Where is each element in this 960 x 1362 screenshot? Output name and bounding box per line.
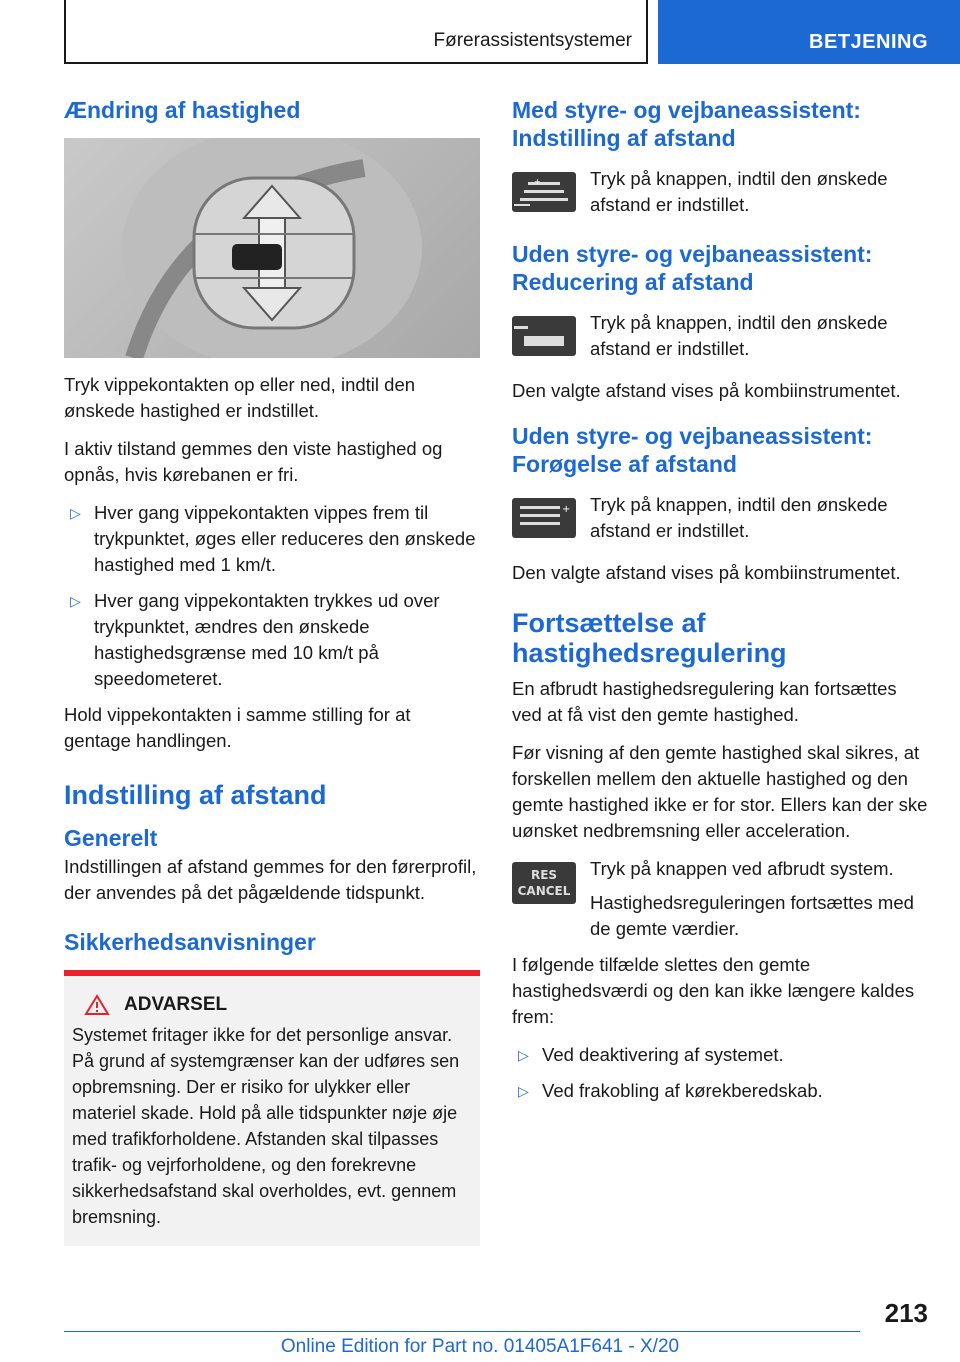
header-section bbox=[64, 0, 648, 64]
header-section-title: Førerassistentsystemer bbox=[433, 30, 632, 51]
instruction-text: Tryk på knappen ved afbrudt system. bbox=[590, 858, 894, 879]
warning-title bbox=[72, 994, 472, 1016]
heading-reduce: Uden styre- og vejbaneassistent: Reducering af afstand bbox=[512, 241, 873, 295]
header-chapter bbox=[658, 0, 960, 64]
bullet-triangle-icon: ▷ bbox=[70, 593, 81, 609]
cancel-label: CANCEL bbox=[517, 884, 571, 898]
res-cancel-button-icon bbox=[512, 862, 576, 904]
list-item-text: Hver gang vippekontakten trykkes ud over trykpunktet, ændres den ønskede hastighedsgrænse med 10 km/t på speedometeret. bbox=[94, 590, 440, 689]
distance-button-icon bbox=[512, 498, 576, 538]
left-paragraph-1: Tryk vippekontakten op eller ned, indtil den ønskede hastighed er indstillet. bbox=[64, 374, 416, 421]
heading-change-speed: Ændring af hastighed bbox=[64, 97, 301, 123]
distance-button-icon bbox=[512, 172, 576, 212]
list-item bbox=[512, 1042, 928, 1068]
left-paragraph-3: Hold vippekontakten i samme stilling for at gentage handlingen. bbox=[64, 704, 411, 751]
instruction-text: Hastighedsreguleringen fortsættes med de gemte værdier. bbox=[590, 892, 914, 939]
warning-text: Systemet fritager ikke for det personlige ansvar. På grund af systemgrænser kan der udføres sen opbremsning. Der er risiko for ulykker eller materiel skade. Hold på alle tidspunkter nøje øje med trafikforholdene. Afstanden skal tilpasses trafik- og vejrforholdene, og den forekrevne sikkerhedsafstand skal overholdes, evt. gennem bremsning. bbox=[72, 1025, 460, 1227]
heading-distance-setting: Indstilling af afstand bbox=[64, 780, 327, 810]
page-number: 213 bbox=[884, 1298, 928, 1328]
right-column bbox=[512, 96, 928, 1114]
left-paragraph-4: Indstillingen af afstand gemmes for den førerprofil, der anvendes på det pågældende tidspunkt. bbox=[64, 856, 477, 903]
left-paragraph-2: I aktiv tilstand gemmes den viste hastighed og opnås, hvis kørebanen er fri. bbox=[64, 438, 443, 485]
paragraph-distance-shown: Den valgte afstand vises på kombiinstrumentet. bbox=[512, 562, 901, 583]
list-item bbox=[512, 1078, 928, 1104]
list-item bbox=[64, 588, 480, 692]
steering-wheel-rocker-image bbox=[64, 138, 480, 358]
footer-edition: Online Edition for Part no. 01405A1F641 - X/20 bbox=[280, 1336, 680, 1357]
distance-decrease-icon bbox=[512, 316, 576, 356]
paragraph-resume-1: En afbrudt hastighedsregulering kan fortsættes ved at få vist den gemte hastighed. bbox=[512, 678, 897, 725]
header-chapter-title: BETJENING bbox=[809, 31, 928, 53]
list-item-text: Hver gang vippekontakten vippes frem til trykpunktet, øges eller reduceres den ønskede hastighed med 1 km/t. bbox=[94, 502, 476, 575]
distance-increase-icon bbox=[512, 498, 576, 538]
paragraph-resume-2: Før visning af den gemte hastighed skal sikres, at forskellen mellem den aktuelle hastighed og den gemte hastighed ikke er for stor. Ellers kan der ske uønsket nedbremsning eller acceleration. bbox=[512, 742, 928, 841]
res-label: RES bbox=[530, 868, 558, 882]
distance-button-icon bbox=[512, 316, 576, 356]
list-item-text: Ved deaktivering af systemet. bbox=[542, 1044, 784, 1065]
heading-safety: Sikkerhedsanvisninger bbox=[64, 929, 316, 955]
instruction-row bbox=[512, 310, 928, 362]
list-item bbox=[64, 500, 480, 578]
warning-title-text: ADVARSEL bbox=[124, 994, 228, 1015]
bullet-triangle-icon: ▷ bbox=[70, 505, 81, 521]
instruction-text: Tryk på knappen, indtil den ønskede afstand er indstillet. bbox=[590, 312, 888, 359]
instruction-text: Tryk på knappen, indtil den ønskede afstand er indstillet. bbox=[590, 494, 888, 541]
instruction-row bbox=[512, 492, 928, 544]
footer-divider bbox=[64, 1331, 860, 1332]
res-cancel-label-icon bbox=[512, 862, 576, 904]
res-instructions bbox=[590, 856, 928, 942]
bullet-triangle-icon: ▷ bbox=[518, 1083, 529, 1099]
list-item-text: Ved frakobling af kørekberedskab. bbox=[542, 1080, 823, 1101]
heading-resume: Fortsættelse af hastighedsregulering bbox=[512, 608, 787, 668]
heading-increase: Uden styre- og vejbaneassistent: Forøgelse af afstand bbox=[512, 423, 873, 477]
warning-box bbox=[64, 970, 480, 1246]
paragraph-distance-shown: Den valgte afstand vises på kombiinstrumentet. bbox=[512, 380, 901, 401]
heading-with-assist: Med styre- og vejbaneassistent: Indstilling af afstand bbox=[512, 97, 861, 151]
distance-adjust-icon bbox=[512, 172, 576, 212]
svg-text:+: + bbox=[562, 504, 571, 515]
instruction-text: Tryk på knappen, indtil den ønskede afstand er indstillet. bbox=[590, 168, 888, 215]
paragraph-cleared: I følgende tilfælde slettes den gemte hastighedsværdi og den kan ikke længere kaldes frem: bbox=[512, 954, 915, 1027]
heading-general: Generelt bbox=[64, 825, 158, 851]
warning-triangle-icon bbox=[84, 994, 110, 1016]
steering-wheel-illustration bbox=[64, 138, 480, 358]
instruction-row bbox=[512, 856, 928, 942]
svg-text:+: + bbox=[534, 177, 541, 186]
bullet-triangle-icon: ▷ bbox=[518, 1047, 529, 1063]
left-column bbox=[64, 96, 480, 1246]
instruction-row bbox=[512, 166, 928, 218]
